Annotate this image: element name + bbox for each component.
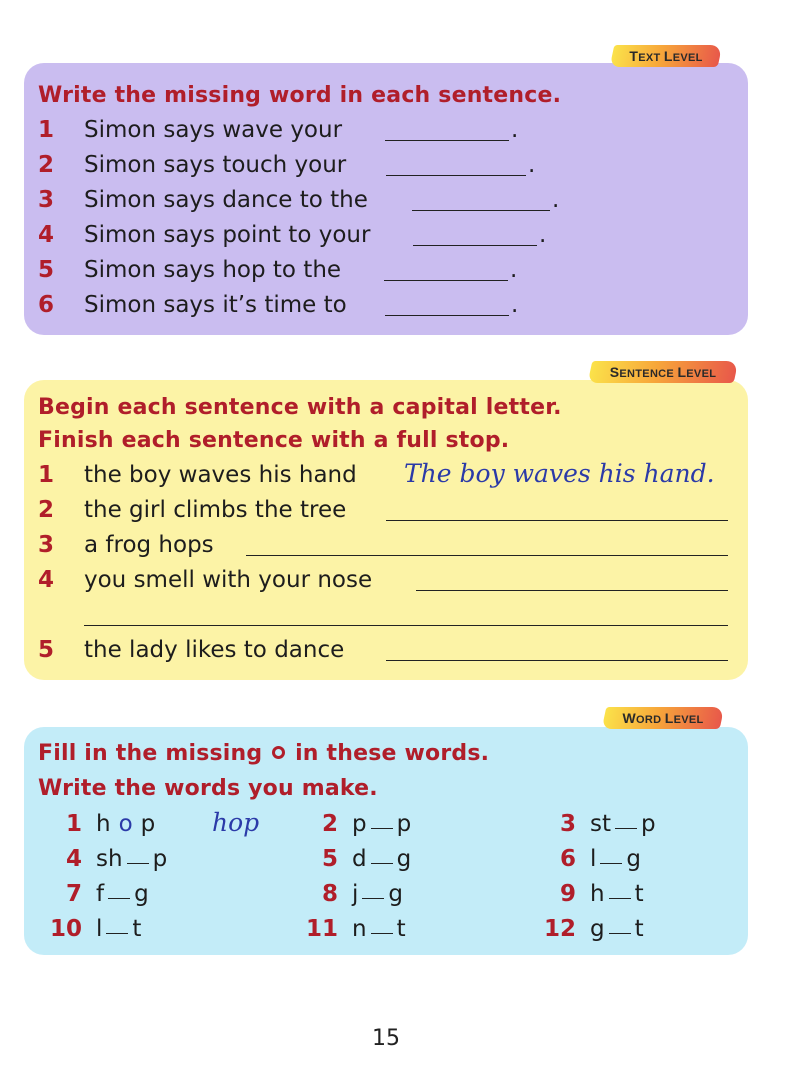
answer-blank[interactable] [385,292,509,316]
word-level-instruction-2: Write the words you make. [38,776,378,801]
answer-line[interactable] [416,567,728,591]
letter-blank[interactable] [609,885,631,899]
word-level-instruction-1: Fill in the missing in these words. [38,741,490,766]
item-text: Simon says wave your [84,117,343,143]
item-number: 1 [38,117,55,143]
letter-blank[interactable] [106,920,128,934]
page-number: 15 [372,1026,400,1051]
answer-blank[interactable] [386,152,526,176]
word-item: 2 p p [321,811,412,837]
letter-blank[interactable] [108,885,130,899]
word-item: 9 h t [559,881,644,907]
answer-blank[interactable] [413,222,537,246]
letter-blank[interactable] [371,920,393,934]
word-item: 11 n t [305,916,406,942]
filled-letter: o [118,811,133,837]
letter-blank[interactable] [371,815,393,829]
letter-blank[interactable] [127,850,149,864]
word-item: 10 l t [49,916,142,942]
sentence-level-ribbon: SENTENCE LEVEL [590,357,736,387]
text-level-instruction: Write the missing word in each sentence. [38,83,562,108]
letter-blank[interactable] [609,920,631,934]
handwritten-word: hop [212,808,260,837]
text-level-ribbon: TEXT LEVEL [612,41,720,71]
word-item: 6 l g [559,846,641,872]
answer-line[interactable] [386,497,728,521]
answer-line[interactable] [246,532,728,556]
letter-blank[interactable] [600,850,622,864]
answer-blank[interactable] [385,117,509,141]
word-level-ribbon: WORD LEVEL [604,703,722,733]
word-item: 8 j g [321,881,403,907]
answer-blank[interactable] [384,257,508,281]
letter-blank[interactable] [615,815,637,829]
sentence-level-panel [24,380,748,680]
answer-line[interactable] [386,637,728,661]
word-item: 5 d g [321,846,412,872]
o-letter-icon [272,746,285,759]
word-item: 1 h o p [65,811,156,837]
sentence-level-instruction-1: Begin each sentence with a capital letter. [38,395,562,420]
word-item: 7 f g [65,881,149,907]
handwritten-answer: The boy waves his hand. [404,459,715,488]
letter-blank[interactable] [362,885,384,899]
answer-line[interactable] [84,602,728,626]
letter-blank[interactable] [371,850,393,864]
word-item: 12 g t [543,916,644,942]
sentence-level-instruction-2: Finish each sentence with a full stop. [38,428,510,453]
word-item: 4 sh p [65,846,168,872]
word-item: 3 st p [559,811,656,837]
answer-blank[interactable] [412,187,550,211]
